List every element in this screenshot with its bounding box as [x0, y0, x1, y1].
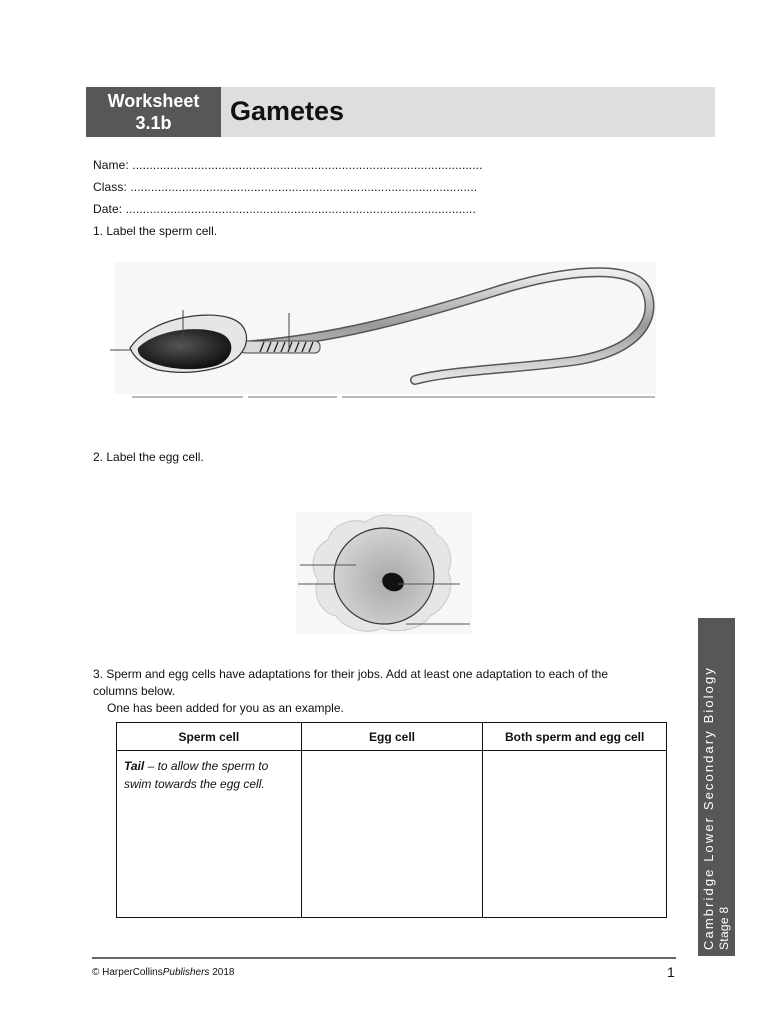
egg-cell-diagram: [296, 512, 472, 634]
sperm-cell-diagram: [110, 258, 660, 403]
question-3-continued: columns below.: [93, 684, 176, 698]
stage-label: Stage 8: [717, 906, 731, 950]
egg-cell-answer-cell[interactable]: [301, 751, 483, 918]
footer-divider: [92, 957, 676, 959]
copyright-publishers: Publishers: [162, 967, 210, 978]
worksheet-label: Worksheet: [107, 91, 200, 111]
question-3-note: One has been added for you as an example.: [107, 701, 344, 715]
name-field: Name: ......................................................................................................: [93, 158, 483, 172]
class-field: Class: .....................................................................................................: [93, 180, 478, 194]
question-3: 3. Sperm and egg cells have adaptations for their jobs. Add at least one adaptation to each of the: [93, 667, 609, 681]
question-2: 2. Label the egg cell.: [93, 450, 204, 464]
both-cells-answer-cell[interactable]: [483, 751, 667, 918]
worksheet-badge: [86, 87, 221, 137]
copyright-year: 2018: [209, 967, 235, 978]
table-header-row: [117, 723, 667, 751]
header-egg-cell: Egg cell: [301, 723, 483, 751]
sperm-cell-answer-cell[interactable]: [117, 751, 302, 918]
example-text: – to allow the sperm to swim towards the egg cell.: [124, 759, 269, 791]
table-row: [117, 751, 667, 918]
page-title: Gametes: [230, 96, 345, 126]
date-field: Date: ......................................................................................................: [93, 202, 476, 216]
copyright: [92, 967, 234, 978]
series-title: Cambridge Lower Secondary Biology: [701, 666, 716, 950]
example-keyword: Tail: [124, 759, 145, 773]
question-1: 1. Label the sperm cell.: [93, 224, 218, 238]
worksheet-number: 3.1b: [135, 113, 172, 133]
sidebar-text: [698, 618, 735, 956]
copyright-prefix: © HarperCollins: [92, 967, 163, 978]
header-both-cells: Both sperm and egg cell: [483, 723, 667, 751]
series-sidebar: [698, 618, 735, 956]
adaptations-table: [116, 722, 667, 918]
page-number: 1: [667, 964, 675, 980]
header-sperm-cell: Sperm cell: [117, 723, 302, 751]
